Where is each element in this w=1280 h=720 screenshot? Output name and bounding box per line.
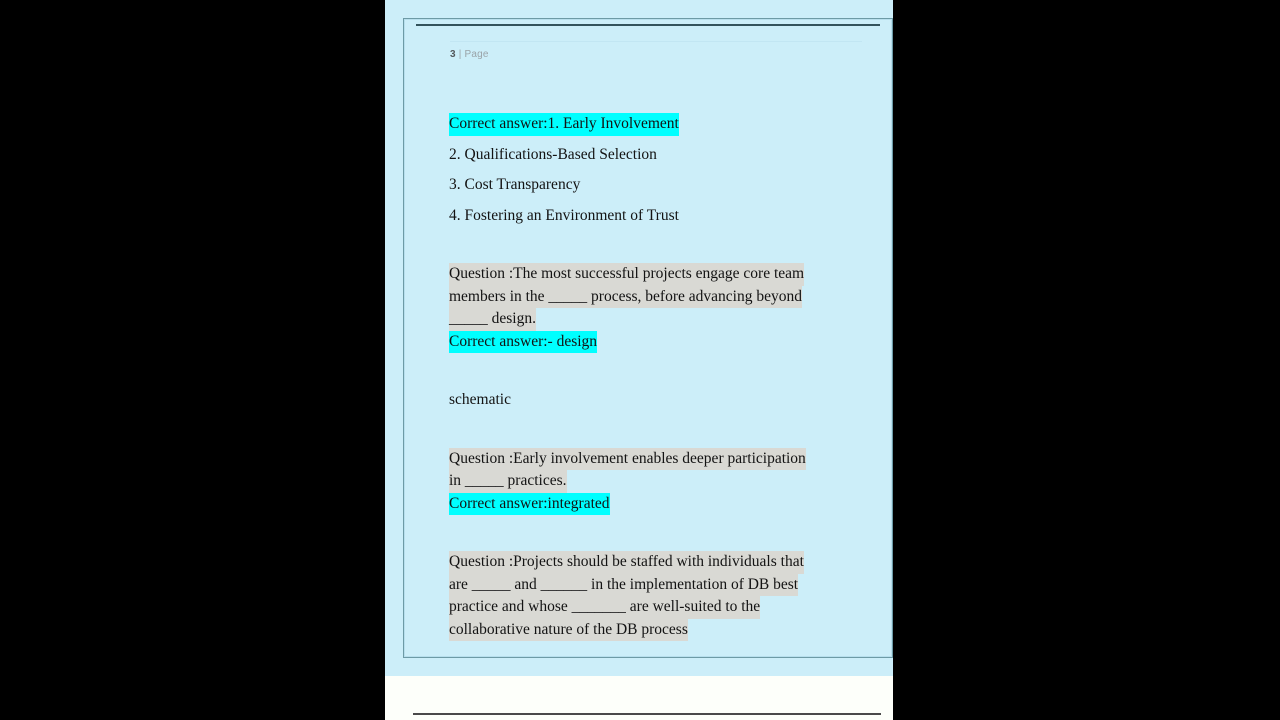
text-line: Correct answer:1. Early Involvement: [449, 113, 679, 136]
text-line: Question :Early involvement enables deeper participation: [449, 448, 806, 471]
note-schematic: [449, 389, 853, 412]
page-number-word: Page: [464, 49, 489, 60]
text-line: Question :Projects should be staffed with individuals that: [449, 551, 804, 574]
text-line: Question :The most successful projects engage core team: [449, 263, 804, 286]
text-line: Correct answer:- design: [449, 331, 597, 354]
page-number-value: 3: [450, 49, 456, 60]
document-page-next[interactable]: [385, 676, 893, 720]
option-item-3: [449, 174, 853, 197]
text-line: practice and whose _______ are well-suited to the: [449, 596, 760, 619]
page-gap: [385, 658, 893, 676]
answer-block-early-involvement: [449, 113, 853, 136]
spacer: [449, 197, 853, 205]
answer-block-1: [449, 331, 853, 354]
text-line: collaborative nature of the DB process: [449, 619, 688, 642]
text-line: schematic: [449, 391, 511, 408]
text-line: members in the _____ process, before advancing beyond: [449, 286, 802, 309]
page-header-faint-rule: [450, 41, 862, 42]
document-viewport[interactable]: [385, 0, 893, 720]
spacer: [449, 136, 853, 144]
text-line: 4. Fostering an Environment of Trust: [449, 206, 679, 224]
option-item-4: [449, 205, 853, 228]
page-number-separator: |: [455, 49, 465, 60]
question-block-1: [449, 263, 853, 331]
text-line: Correct answer:integrated: [449, 493, 610, 516]
spacer: [449, 515, 853, 551]
document-page-3[interactable]: [403, 18, 893, 658]
answer-block-2: [449, 493, 853, 516]
text-line: in _____ practices.: [449, 470, 567, 493]
spacer: [449, 166, 853, 174]
option-item-2: [449, 144, 853, 167]
spacer: [449, 227, 853, 263]
page-body-text[interactable]: [449, 113, 853, 641]
question-block-2: [449, 448, 853, 493]
text-line: _____ design.: [449, 308, 536, 331]
spacer: [449, 353, 853, 389]
page-header-rule: [416, 24, 880, 26]
page-number-label: [450, 48, 489, 61]
next-page-header-rule: [413, 713, 881, 715]
text-line: 3. Cost Transparency: [449, 176, 581, 193]
text-line: are _____ and ______ in the implementation of DB best: [449, 574, 798, 597]
text-line: 2. Qualifications-Based Selection: [449, 145, 657, 163]
spacer: [449, 412, 853, 448]
question-block-3: [449, 551, 853, 641]
